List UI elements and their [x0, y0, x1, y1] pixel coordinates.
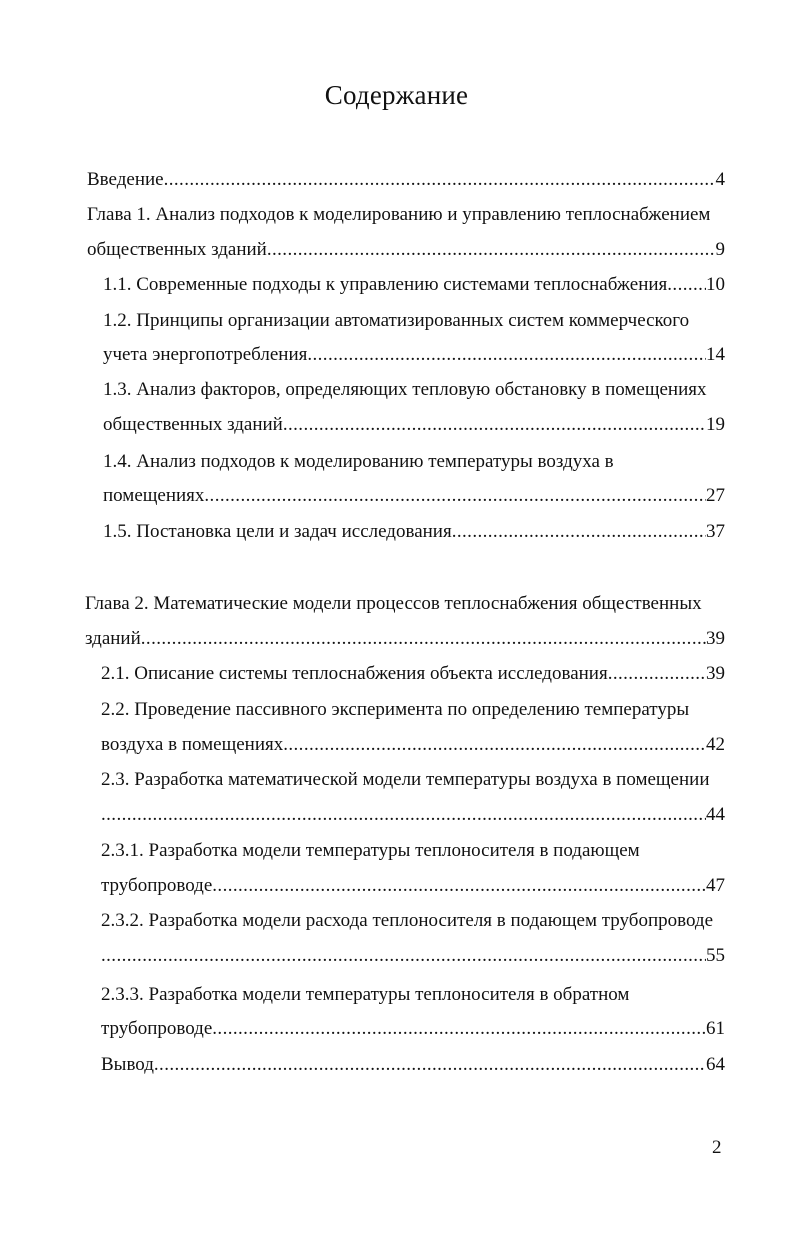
toc-entry-intro[interactable]	[87, 168, 725, 192]
toc-entry-1-5[interactable]	[103, 520, 725, 544]
dot-leader	[204, 484, 706, 508]
toc-entry-2-3-1-line1[interactable]	[101, 839, 725, 863]
dot-leader	[452, 520, 706, 544]
dot-leader	[101, 803, 706, 827]
dot-leader	[307, 343, 706, 367]
toc-page-number: 55	[706, 945, 725, 966]
toc-entry-1-1[interactable]	[103, 273, 725, 297]
toc-entry-text: Вывод	[101, 1054, 154, 1075]
toc-entry-text: 2.3.1. Разработка модели температуры теплоносителя в подающем	[101, 840, 640, 861]
toc-entry-ch1-line1[interactable]	[87, 203, 727, 227]
toc-entry-1-3-line1[interactable]	[103, 378, 728, 402]
toc-entry-text: Глава 2. Математические модели процессов теплоснабжения общественных	[85, 593, 702, 614]
dot-leader	[667, 273, 706, 297]
toc-entry-text: трубопроводе	[101, 1018, 213, 1039]
toc-entry-text: Введение	[87, 169, 164, 190]
toc-page-number: 64	[706, 1054, 725, 1075]
toc-page-number: 27	[706, 485, 725, 506]
dot-leader	[608, 662, 706, 686]
toc-entry-text: 1.3. Анализ факторов, определяющих тепловую обстановку в помещениях	[103, 379, 707, 400]
toc-entry-text: воздуха в помещениях	[101, 734, 284, 755]
dot-leader	[212, 1017, 706, 1041]
dot-leader	[267, 238, 716, 262]
dot-leader	[283, 733, 706, 757]
toc-entry-2-3-line1[interactable]	[101, 768, 731, 792]
toc-entry-text: учета энергопотребления	[103, 344, 308, 365]
toc-entry-ch1[interactable]	[87, 238, 725, 262]
dot-leader	[212, 874, 706, 898]
toc-page-number: 14	[706, 344, 725, 365]
toc-entry-text: 2.2. Проведение пассивного эксперимента по определению температуры	[101, 699, 690, 720]
toc-entry-text: 2.1. Описание системы теплоснабжения объекта исследования	[101, 663, 608, 684]
dot-leader	[141, 627, 706, 651]
toc-entry-1-2[interactable]	[103, 343, 725, 367]
page-title: Содержание	[324, 80, 469, 110]
toc-entry-text: общественных зданий	[103, 414, 283, 435]
toc-entry-1-4[interactable]	[103, 484, 725, 508]
toc-entry-2-3-3-line1[interactable]	[101, 983, 725, 1007]
toc-entry-text: 2.3.3. Разработка модели температуры теплоносителя в обратном	[101, 984, 630, 1005]
toc-entry-text: общественных зданий	[87, 239, 267, 260]
toc-entry-text: Глава 1. Анализ подходов к моделированию и управлению теплоснабжением	[87, 204, 711, 225]
toc-entry-conclusion[interactable]	[101, 1053, 725, 1077]
toc-page-number: 42	[706, 734, 725, 755]
toc-entry-2-2-line1[interactable]	[101, 698, 725, 722]
toc-entry-text: трубопроводе	[101, 875, 213, 896]
toc-page-number: 10	[706, 274, 725, 295]
toc-entry-2-1[interactable]	[101, 662, 725, 686]
toc-page-number: 47	[706, 875, 725, 896]
toc-entry-2-3-2[interactable]	[101, 944, 725, 968]
toc-page-number: 4	[715, 169, 725, 190]
toc-entry-1-2-line1[interactable]	[103, 309, 725, 333]
page-number: 2	[712, 1137, 722, 1158]
toc-entry-2-3-3[interactable]	[101, 1017, 725, 1041]
dot-leader	[164, 168, 716, 192]
toc-page-number: 37	[706, 521, 725, 542]
toc-page-number: 61	[706, 1018, 725, 1039]
toc-entry-2-3-2-line1[interactable]	[101, 909, 731, 933]
toc-entry-text: 1.5. Постановка цели и задач исследования	[103, 521, 452, 542]
dot-leader	[154, 1053, 706, 1077]
toc-entry-text: 2.3.2. Разработка модели расхода теплоносителя в подающем трубопроводе	[101, 910, 714, 931]
toc-entry-text: 2.3. Разработка математической модели температуры воздуха в помещении	[101, 769, 710, 790]
dot-leader	[283, 413, 706, 437]
toc-entry-2-2[interactable]	[101, 733, 725, 757]
toc-entry-text: 1.1. Современные подходы к управлению системами теплоснабжения	[103, 274, 668, 295]
dot-leader	[101, 944, 706, 968]
toc-page-number: 44	[706, 804, 725, 825]
toc-entry-text: 1.4. Анализ подходов к моделированию температуры воздуха в	[103, 451, 614, 472]
toc-entry-text: 1.2. Принципы организации автоматизированных систем коммерческого	[103, 310, 690, 331]
toc-page-number: 39	[706, 663, 725, 684]
toc-page-number: 39	[706, 628, 725, 649]
toc-entry-text: зданий	[85, 628, 141, 649]
toc-entry-text: помещениях	[103, 485, 205, 506]
toc-entry-2-3[interactable]	[101, 803, 725, 827]
toc-page-number: 19	[706, 414, 725, 435]
toc-page-number: 9	[715, 239, 725, 260]
toc-entry-2-3-1[interactable]	[101, 874, 725, 898]
toc-entry-1-4-line1[interactable]	[103, 450, 725, 474]
toc-entry-1-3[interactable]	[103, 413, 725, 437]
toc-entry-ch2[interactable]	[85, 627, 725, 651]
toc-entry-ch2-line1[interactable]	[85, 592, 725, 616]
